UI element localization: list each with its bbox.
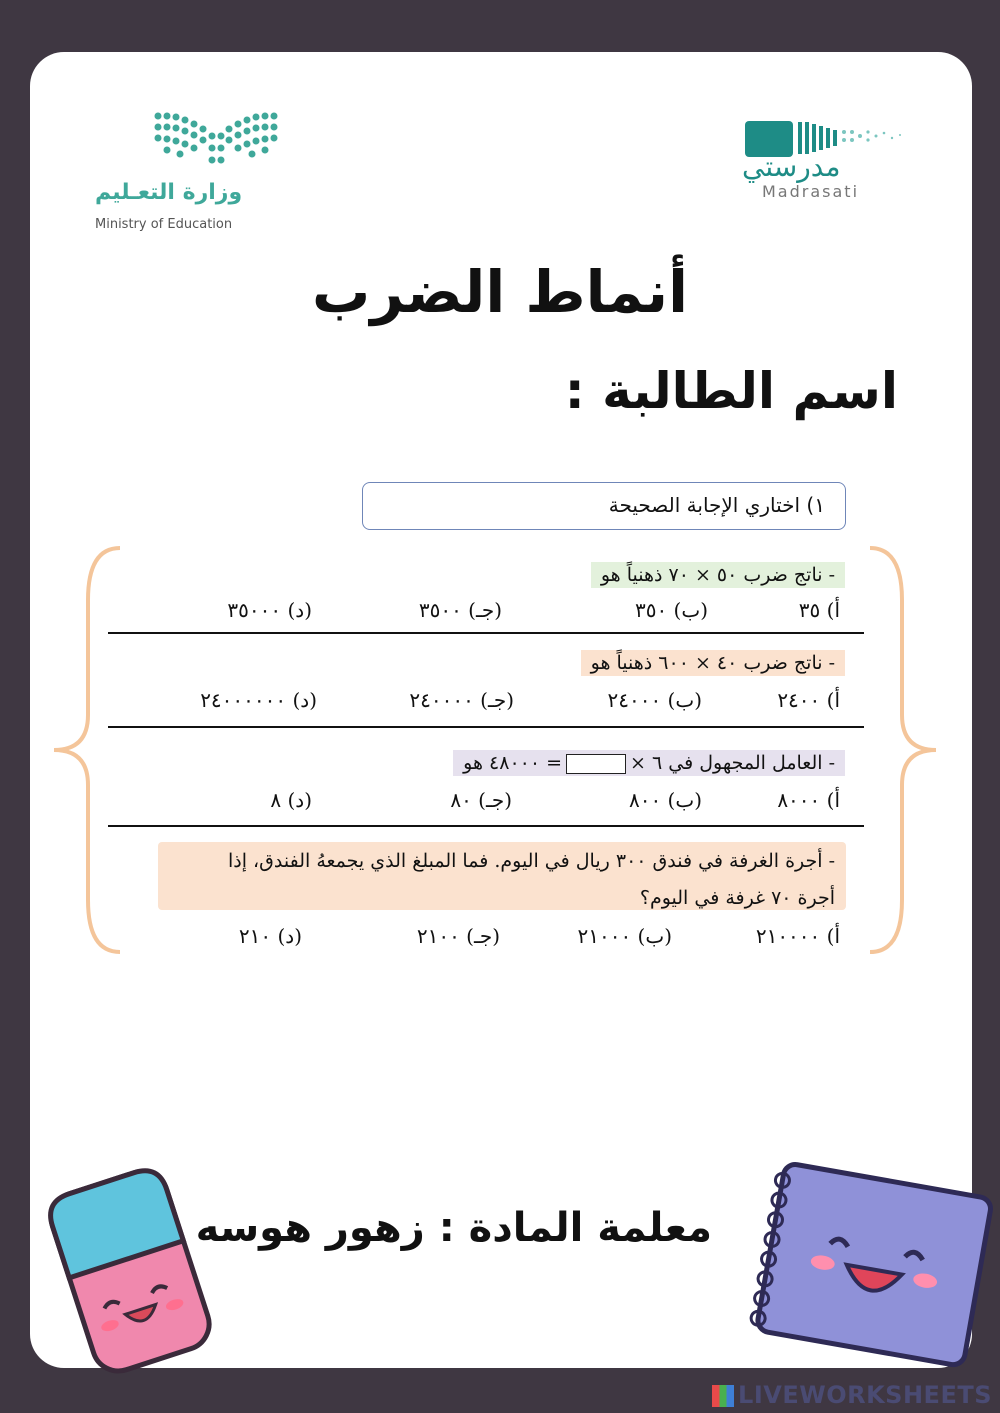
madrasati-arabic-name: مدرستي (742, 150, 841, 183)
question-1-option-b[interactable]: (ب) ٣٥٠ (634, 598, 708, 622)
liveworksheets-watermark (712, 1381, 992, 1409)
teacher-name: معلمة المادة : زهور هوسه (195, 1205, 712, 1251)
divider (108, 825, 864, 827)
question-1-option-d[interactable]: (د) ٣٥٠٠٠ (227, 598, 312, 622)
left-brace-icon (48, 540, 128, 960)
instruction-text: ١) اختاري الإجابة الصحيحة (608, 493, 825, 517)
watermark-text: LIVEWORKSHEETS (738, 1381, 992, 1409)
question-3-text-after: = ٤٨٠٠٠ هو (463, 752, 563, 774)
question-3-option-b[interactable]: (ب) ٨٠٠ (628, 788, 702, 812)
question-3-option-c[interactable]: (جـ) ٨٠ (450, 788, 512, 812)
moe-english-name: Ministry of Education (95, 217, 233, 232)
question-2-option-c[interactable]: (جـ) ٢٤٠٠٠٠ (409, 688, 514, 712)
question-4-option-b[interactable]: (ب) ٢١٠٠٠ (577, 924, 672, 948)
right-brace-icon (862, 540, 942, 960)
question-1-option-c[interactable]: (جـ) ٣٥٠٠ (418, 598, 502, 622)
question-4-option-d[interactable]: (د) ٢١٠ (238, 924, 302, 948)
question-4-line-2: أجرة ٧٠ غرفة في اليوم؟ (639, 887, 835, 909)
question-3-option-d[interactable]: (د) ٨ (270, 788, 312, 812)
question-2-option-d[interactable]: (د) ٢٤٠٠٠٠٠٠ (200, 688, 317, 712)
answer-blank-input[interactable] (566, 754, 626, 774)
question-2-text: - ناتج ضرب ٤٠ × ٦٠٠ ذهنياً هو (581, 650, 845, 676)
moe-arabic-name: وزارة التعـليم (95, 180, 243, 205)
page-title: أنماط الضرب (312, 258, 688, 326)
eraser-icon (30, 1150, 220, 1380)
question-1-option-a[interactable]: أ) ٣٥ (798, 598, 840, 622)
question-4-option-c[interactable]: (جـ) ٢١٠٠ (416, 924, 500, 948)
question-2-option-b[interactable]: (ب) ٢٤٠٠٠ (607, 688, 702, 712)
divider (108, 632, 864, 634)
madrasati-english-name: Madrasati (762, 182, 860, 201)
student-name-label: اسم الطالبة : (564, 362, 898, 420)
question-4-line-1: - أجرة الغرفة في فندق ٣٠٠ ريال في اليوم. فما المبلغ الذي يجمعهُ الفندق، إذا (227, 850, 835, 872)
question-1-text: - ناتج ضرب ٥٠ × ٧٠ ذهنياً هو (591, 562, 845, 588)
instruction-box (362, 482, 846, 530)
question-2-option-a[interactable]: أ) ٢٤٠٠ (777, 688, 840, 712)
moe-dots-graphic (150, 108, 282, 170)
liveworksheets-logo-icon (712, 1385, 734, 1407)
question-3-text (453, 750, 845, 776)
question-3-text-before: - العامل المجهول في ٦ × (630, 752, 835, 774)
notebook-icon (735, 1160, 1000, 1375)
question-4-option-a[interactable]: أ) ٢١٠٠٠٠ (755, 924, 840, 948)
divider (108, 726, 864, 728)
question-3-option-a[interactable]: أ) ٨٠٠٠ (777, 788, 840, 812)
